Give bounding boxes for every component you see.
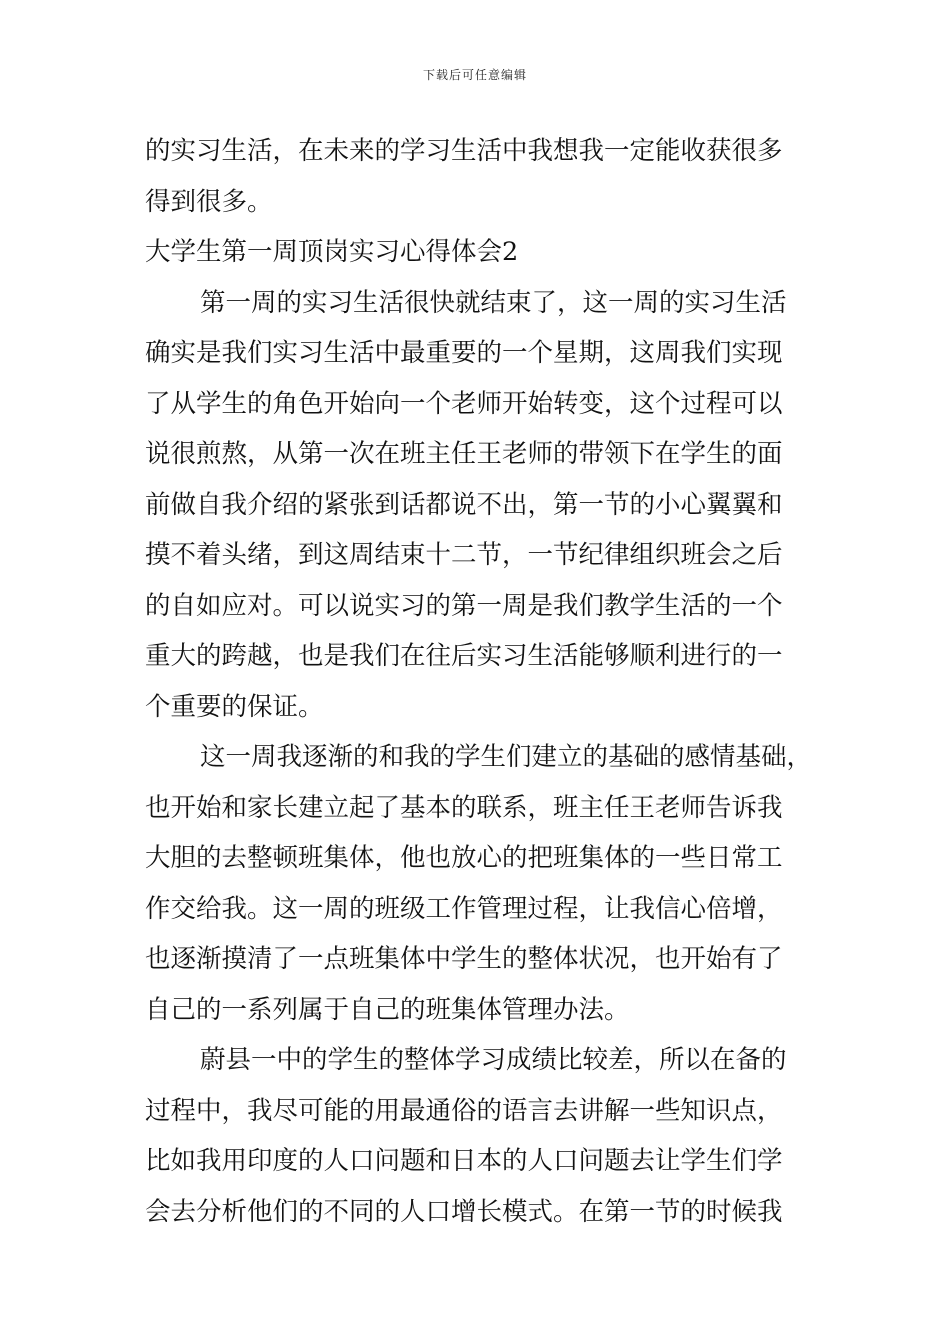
text-line: 说很煎熬，从第一次在班主任王老师的带领下在学生的面 <box>145 439 783 469</box>
document-body <box>145 126 835 1237</box>
text-line: 得到很多。 <box>145 186 273 217</box>
text-line: 的实习生活，在未来的学习生活中我想我一定能收获很多 <box>145 136 783 166</box>
text-line: 也开始和家长建立起了基本的联系，班主任王老师告诉我 <box>145 792 783 823</box>
paragraph-class-management <box>145 732 835 1035</box>
text-line: 这一周我逐渐的和我的学生们建立的基础的感情基础， <box>200 742 813 772</box>
text-line: 大胆的去整顿班集体，他也放心的把班集体的一些日常工 <box>145 843 783 873</box>
text-line: 自己的一系列属于自己的班集体管理办法。 <box>145 994 630 1025</box>
paragraph-first-week <box>145 278 835 733</box>
text-line: 蔚县一中的学生的整体学习成绩比较差，所以在备的 <box>200 1045 787 1075</box>
text-line: 了从学生的角色开始向一个老师开始转变，这个过程可以 <box>145 388 783 419</box>
text-line: 个重要的保证。 <box>145 691 324 722</box>
text-line: 作交给我。这一周的班级工作管理过程，让我信心倍增， <box>145 893 783 924</box>
text-line: 第一周的实习生活很快就结束了，这一周的实习生活 <box>200 287 787 318</box>
text-line: 会去分析他们的不同的人口增长模式。在第一节的时候我 <box>145 1196 783 1227</box>
paragraph-teaching <box>145 1035 835 1237</box>
text-line: 比如我用印度的人口问题和日本的人口问题去让学生们学 <box>145 1146 783 1176</box>
text-line: 也逐渐摸清了一点班集体中学生的整体状况，也开始有了 <box>145 944 783 974</box>
paragraph-continuation <box>145 126 835 227</box>
text-line: 的自如应对。可以说实习的第一周是我们教学生活的一个 <box>145 590 783 621</box>
text-line: 重大的跨越，也是我们在往后实习生活能够顺利进行的一 <box>145 641 783 671</box>
text-line: 确实是我们实习生活中最重要的一个星期，这周我们实现 <box>145 338 783 368</box>
heading-line: 大学生第一周顶岗实习心得体会2 <box>145 237 519 267</box>
text-line: 摸不着头绪，到这周结束十二节，一节纪律组织班会之后 <box>145 540 783 570</box>
page-header: 下载后可任意编辑 <box>422 68 527 82</box>
text-line: 前做自我介绍的紧张到话都说不出，第一节的小心翼翼和 <box>145 489 783 520</box>
text-line: 过程中，我尽可能的用最通俗的语言去讲解一些知识点， <box>145 1095 783 1126</box>
section-heading <box>145 227 835 278</box>
